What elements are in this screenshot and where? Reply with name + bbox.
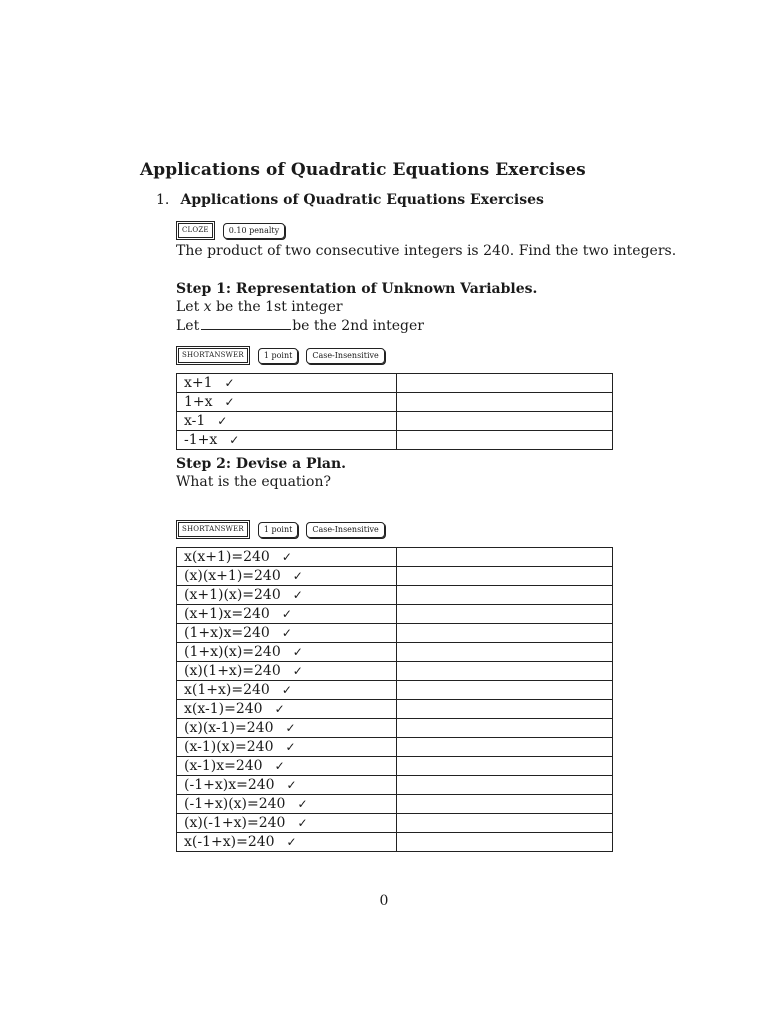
table-row: [177, 624, 613, 643]
document-title: Applications of Quadratic Equations Exercises: [140, 160, 586, 180]
check-icon: ✓: [286, 835, 297, 849]
answer-text: (1+x)(x)=240: [184, 644, 281, 660]
answer-cell: [177, 643, 397, 662]
check-icon: ✓: [281, 550, 292, 564]
table-row: [177, 738, 613, 757]
answer-cell: [177, 605, 397, 624]
step1-answers-table: [176, 373, 613, 450]
answer-text: (x+1)x=240: [184, 606, 270, 622]
answer-cell: [177, 624, 397, 643]
check-icon: ✓: [292, 569, 303, 583]
problem-statement: The product of two consecutive integers is 240. Find the two integers.: [176, 243, 677, 259]
table-row: [177, 548, 613, 567]
answer-cell: [177, 833, 397, 852]
answer-cell: [177, 412, 397, 431]
case-badge: Case-Insensitive: [306, 348, 384, 364]
answer-cell: [177, 662, 397, 681]
step1-heading: Step 1: Representation of Unknown Variables.: [176, 281, 538, 297]
answer-cell: [177, 719, 397, 738]
question-title: Applications of Quadratic Equations Exercises: [180, 192, 544, 208]
feedback-cell: [397, 605, 613, 624]
answer-text: (x)(-1+x)=240: [184, 815, 286, 831]
table-row: [177, 681, 613, 700]
check-icon: ✓: [281, 626, 292, 640]
answer-text: 1+x: [184, 394, 213, 410]
table-row: [177, 643, 613, 662]
answer-text: -1+x: [184, 432, 218, 448]
answer-blank[interactable]: [201, 317, 291, 330]
answer-text: (x-1)x=240: [184, 758, 263, 774]
answer-text: (x)(x-1)=240: [184, 720, 274, 736]
cloze-badge: CLOZE: [176, 221, 215, 240]
step1-line2: [176, 317, 424, 336]
check-icon: ✓: [285, 721, 296, 735]
feedback-cell: [397, 757, 613, 776]
check-icon: ✓: [297, 797, 308, 811]
table-row: [177, 586, 613, 605]
answer-cell: [177, 393, 397, 412]
answer-cell: [177, 776, 397, 795]
feedback-cell: [397, 431, 613, 450]
answer-text: (-1+x)(x)=240: [184, 796, 286, 812]
answer-cell: [177, 548, 397, 567]
question-number: 1.: [156, 192, 170, 208]
answer-text: (x)(x+1)=240: [184, 568, 281, 584]
answer-text: x-1: [184, 413, 206, 429]
step1-badges: [176, 346, 385, 365]
table-row: [177, 795, 613, 814]
feedback-cell: [397, 738, 613, 757]
check-icon: ✓: [292, 645, 303, 659]
page-number: 0: [379, 893, 389, 909]
answer-text: (x)(1+x)=240: [184, 663, 281, 679]
answer-cell: [177, 567, 397, 586]
feedback-cell: [397, 374, 613, 393]
answer-cell: [177, 795, 397, 814]
feedback-cell: [397, 412, 613, 431]
feedback-cell: [397, 567, 613, 586]
check-icon: ✓: [274, 702, 285, 716]
answer-text: x(-1+x)=240: [184, 834, 275, 850]
check-icon: ✓: [217, 414, 228, 428]
feedback-cell: [397, 719, 613, 738]
check-icon: ✓: [286, 778, 297, 792]
points-badge: 1 point: [258, 522, 299, 538]
answer-cell: [177, 374, 397, 393]
question-badges: [176, 221, 285, 240]
answer-cell: [177, 586, 397, 605]
check-icon: ✓: [274, 759, 285, 773]
table-row: [177, 431, 613, 450]
check-icon: ✓: [292, 588, 303, 602]
check-icon: ✓: [224, 376, 235, 390]
check-icon: ✓: [224, 395, 235, 409]
check-icon: ✓: [281, 683, 292, 697]
table-row: [177, 833, 613, 852]
shortanswer-badge: SHORTANSWER: [176, 520, 250, 539]
step1-line1-suffix: be the 1st integer: [216, 299, 343, 315]
feedback-cell: [397, 776, 613, 795]
answer-text: (1+x)x=240: [184, 625, 270, 641]
answer-text: (-1+x)x=240: [184, 777, 275, 793]
step1-variable: x: [203, 299, 212, 315]
feedback-cell: [397, 624, 613, 643]
step2-badges: [176, 520, 385, 539]
table-row: [177, 567, 613, 586]
check-icon: ✓: [281, 607, 292, 621]
answer-cell: [177, 431, 397, 450]
feedback-cell: [397, 662, 613, 681]
step1-line2-prefix: Let: [176, 318, 200, 334]
step2-question: What is the equation?: [176, 474, 331, 490]
table-row: [177, 700, 613, 719]
penalty-badge: 0.10 penalty: [223, 223, 285, 239]
table-row: [177, 374, 613, 393]
feedback-cell: [397, 700, 613, 719]
feedback-cell: [397, 548, 613, 567]
table-row: [177, 719, 613, 738]
step2-heading: Step 2: Devise a Plan.: [176, 456, 347, 472]
feedback-cell: [397, 833, 613, 852]
feedback-cell: [397, 681, 613, 700]
step1-line1: [176, 298, 343, 317]
step2-answers-table: [176, 547, 613, 852]
answer-text: x(x-1)=240: [184, 701, 263, 717]
shortanswer-badge: SHORTANSWER: [176, 346, 250, 365]
table-row: [177, 393, 613, 412]
answer-cell: [177, 738, 397, 757]
table-row: [177, 662, 613, 681]
feedback-cell: [397, 795, 613, 814]
feedback-cell: [397, 643, 613, 662]
table-row: [177, 776, 613, 795]
answer-text: (x+1)(x)=240: [184, 587, 281, 603]
answer-cell: [177, 700, 397, 719]
step1-line1-prefix: Let: [176, 299, 200, 315]
table-row: [177, 605, 613, 624]
table-row: [177, 814, 613, 833]
check-icon: ✓: [229, 433, 240, 447]
question-heading: [156, 192, 544, 208]
feedback-cell: [397, 393, 613, 412]
answer-cell: [177, 681, 397, 700]
answer-cell: [177, 814, 397, 833]
step1-line2-suffix: be the 2nd integer: [292, 318, 424, 334]
check-icon: ✓: [292, 664, 303, 678]
answer-text: x(x+1)=240: [184, 549, 270, 565]
answer-text: (x-1)(x)=240: [184, 739, 274, 755]
feedback-cell: [397, 586, 613, 605]
feedback-cell: [397, 814, 613, 833]
table-row: [177, 757, 613, 776]
answer-cell: [177, 757, 397, 776]
check-icon: ✓: [297, 816, 308, 830]
table-row: [177, 412, 613, 431]
points-badge: 1 point: [258, 348, 299, 364]
answer-text: x+1: [184, 375, 213, 391]
check-icon: ✓: [285, 740, 296, 754]
answer-text: x(1+x)=240: [184, 682, 270, 698]
case-badge: Case-Insensitive: [306, 522, 384, 538]
